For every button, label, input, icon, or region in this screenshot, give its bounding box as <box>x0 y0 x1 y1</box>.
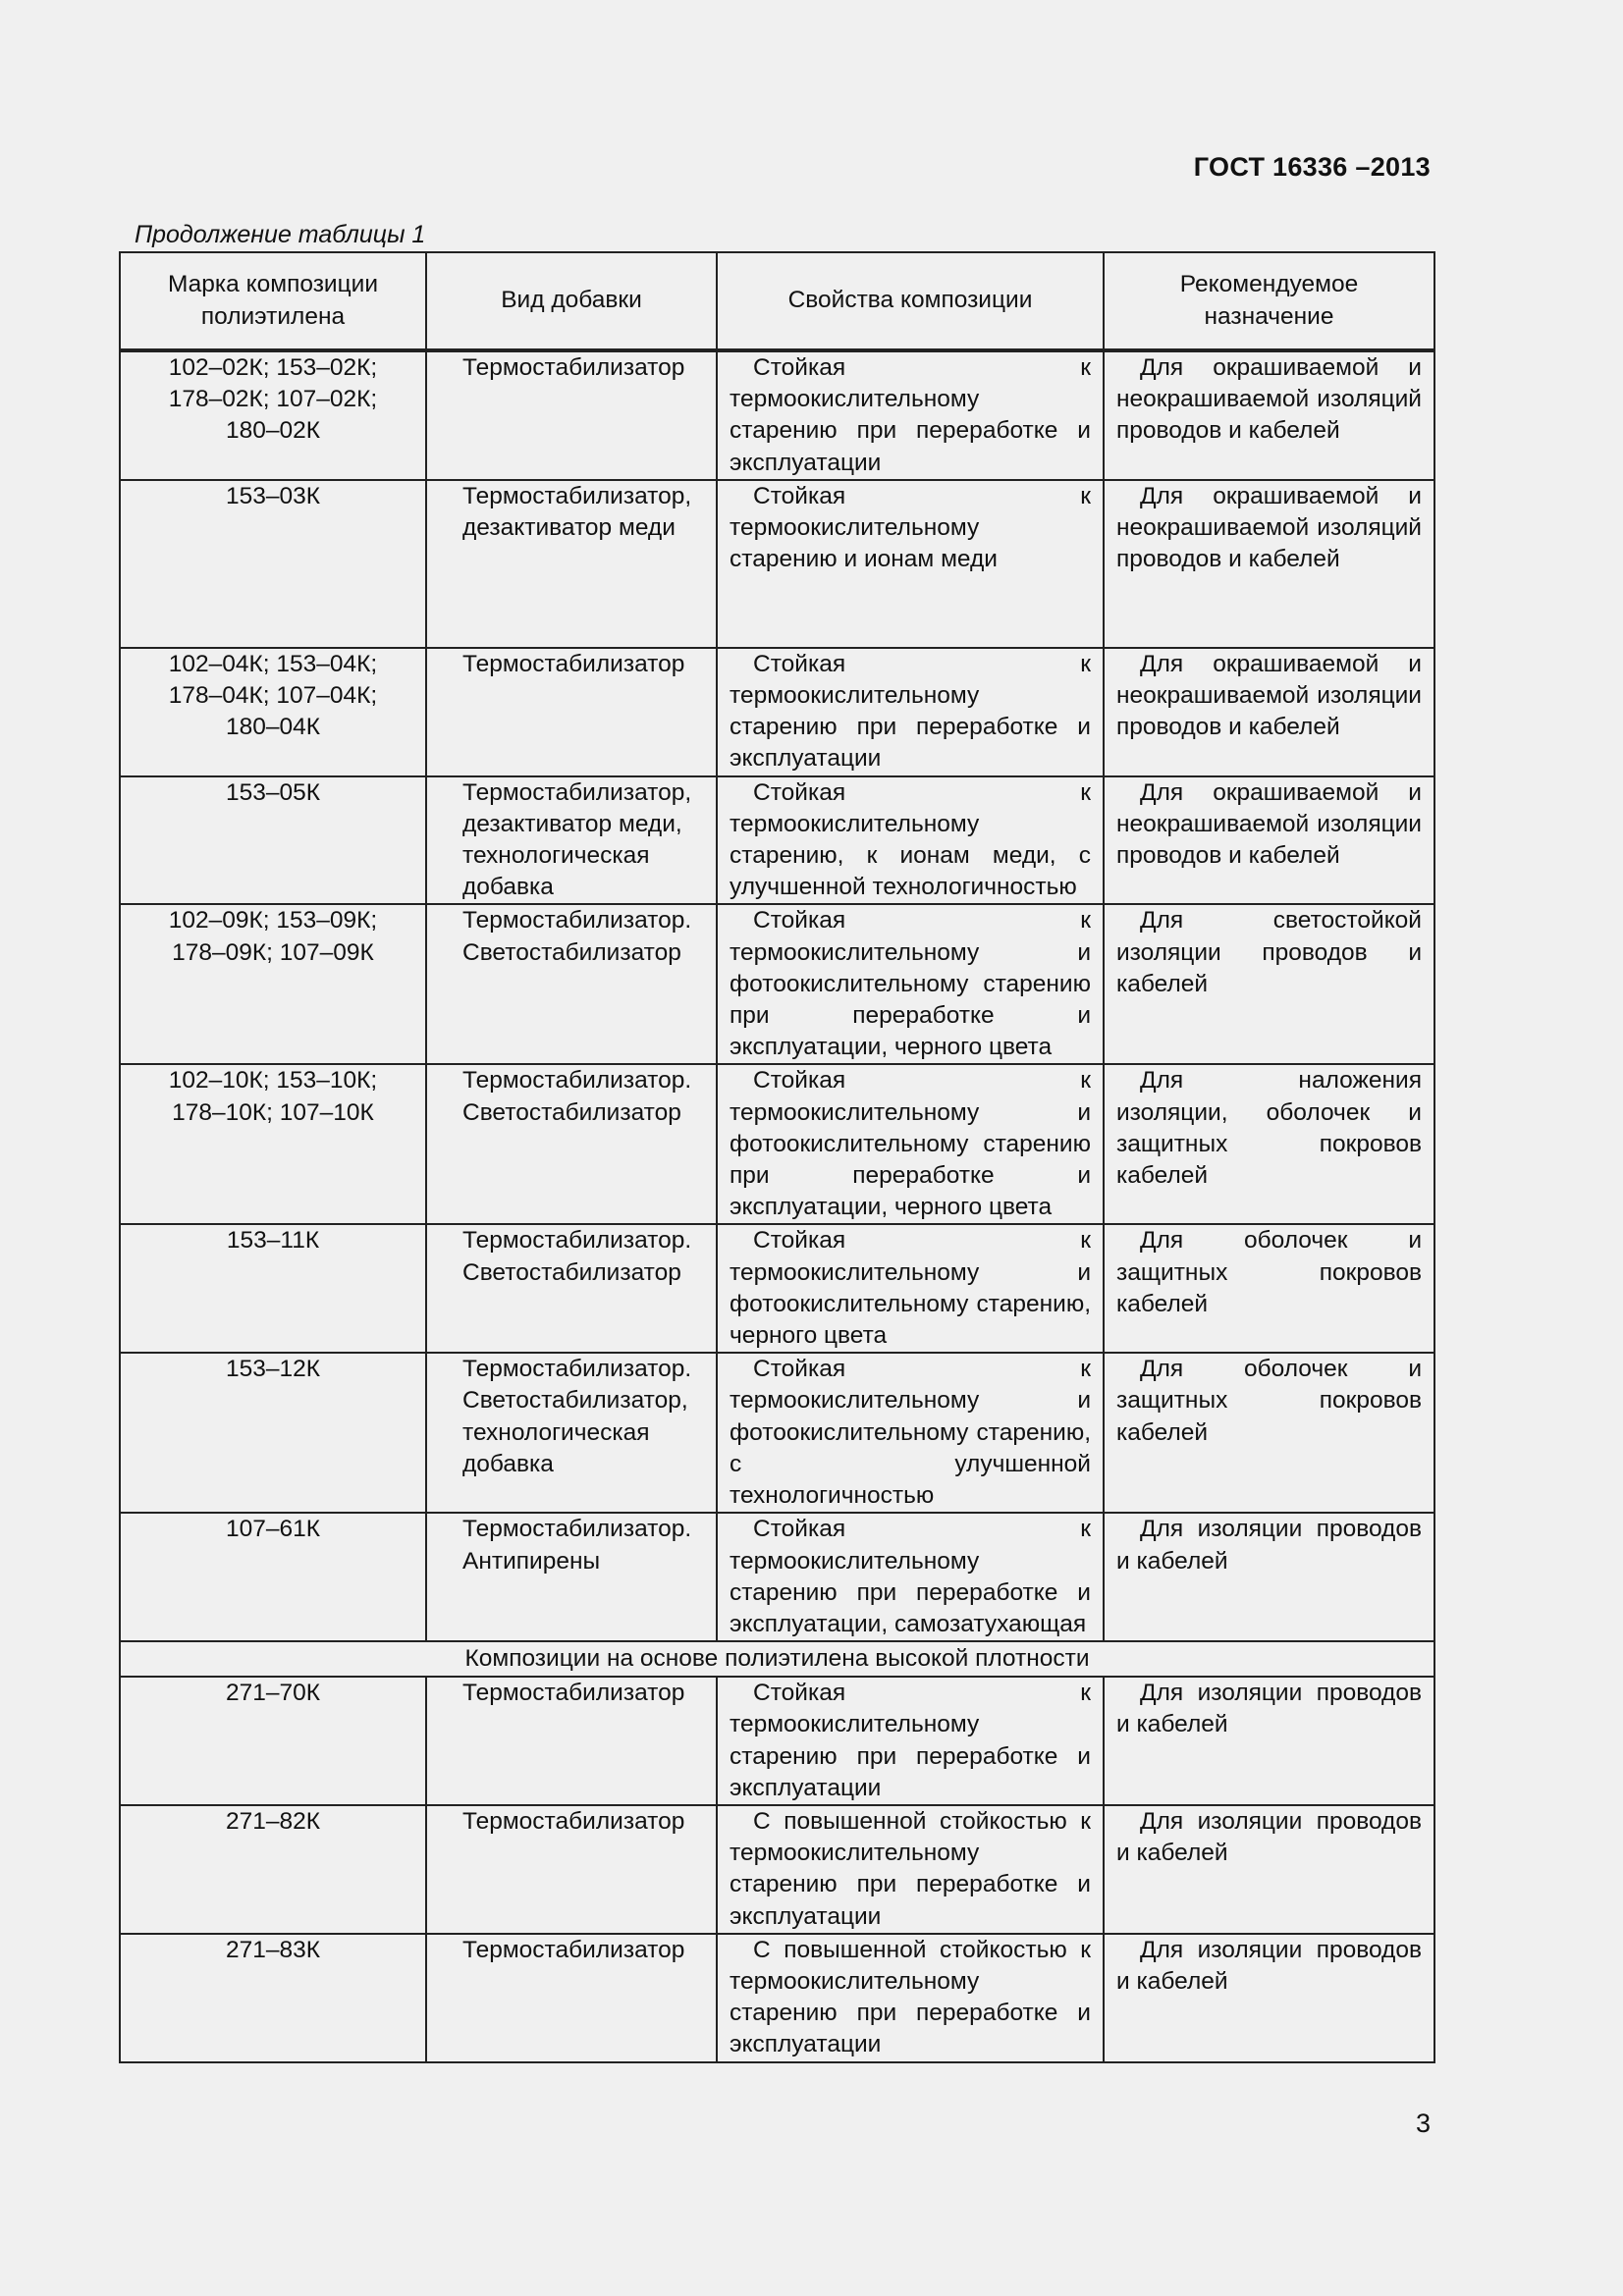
cell-additive <box>426 1513 717 1641</box>
properties-text: Стойкая к термоокислительному и фотоокислительному старению, черного цвета <box>730 1227 1091 1350</box>
table-row <box>120 1934 1434 2062</box>
purpose-text: Для окрашиваемой и неокрашиваемой изоляций проводов и кабелей <box>1116 482 1422 573</box>
additive-line: Термостабилизатор. <box>462 1516 692 1543</box>
properties-text: Стойкая к термоокислительному и фотоокислительному старению при переработке и эксплуатации, черного цвета <box>730 1067 1091 1221</box>
additive-line: Светостабилизатор, технологическая добавка <box>462 1387 688 1477</box>
cell-properties <box>717 1353 1104 1513</box>
cell-grade: 153–03К <box>120 480 426 648</box>
cell-additive <box>426 1934 717 2062</box>
cell-purpose <box>1104 1224 1434 1353</box>
cell-grade: 271–83К <box>120 1934 426 2062</box>
table-row <box>120 1513 1434 1641</box>
cell-additive <box>426 1224 717 1353</box>
cell-grade: 102–09К; 153–09К; 178–09К; 107–09К <box>120 904 426 1064</box>
cell-additive <box>426 1677 717 1805</box>
purpose-text: Для наложения изоляции, оболочек и защитных покровов кабелей <box>1116 1067 1422 1190</box>
table-row <box>120 350 1434 480</box>
section-title: Композиции на основе полиэтилена высокой плотности <box>120 1641 1434 1677</box>
cell-purpose <box>1104 1934 1434 2062</box>
properties-text: С повышенной стойкостью к термоокислительному старению при переработке и эксплуатации <box>730 1936 1091 2058</box>
table-row <box>120 776 1434 905</box>
section-row <box>120 1641 1434 1677</box>
cell-additive <box>426 904 717 1064</box>
purpose-text: Для оболочек и защитных покровов кабелей <box>1116 1227 1422 1317</box>
cell-grade: 102–04К; 153–04К; 178–04К; 107–04К; 180–04К <box>120 648 426 776</box>
properties-text: Стойкая к термоокислительному старению при переработке и эксплуатации <box>730 650 1091 773</box>
additive-line: Термостабилизатор. <box>462 907 692 934</box>
table-row <box>120 904 1434 1064</box>
cell-properties <box>717 1224 1104 1353</box>
cell-properties <box>717 350 1104 480</box>
cell-additive <box>426 350 717 480</box>
additive-line: Термостабилизатор, дезактиватор меди, технологическая добавка <box>462 778 692 901</box>
cell-grade: 271–82К <box>120 1805 426 1934</box>
additive-line: Термостабилизатор, дезактиватор меди <box>462 482 692 542</box>
cell-additive <box>426 1064 717 1224</box>
properties-text: Стойкая к термоокислительному старению при переработке и эксплуатации, самозатухающая <box>730 1516 1091 1637</box>
properties-text: Стойкая к термоокислительному старению, к ионам меди, с улучшенной технологичностью <box>730 778 1091 901</box>
table-body-hdpe <box>120 1677 1434 2061</box>
table-caption: Продолжение таблицы 1 <box>135 221 426 248</box>
cell-properties <box>717 1934 1104 2062</box>
properties-text: Стойкая к термоокислительному старению и ионам меди <box>730 482 1091 573</box>
cell-grade: 153–11К <box>120 1224 426 1353</box>
composition-table <box>119 251 1435 2063</box>
cell-additive <box>426 1805 717 1934</box>
additive-line: Термостабилизатор <box>462 1680 685 1707</box>
cell-purpose <box>1104 1064 1434 1224</box>
purpose-text: Для изоляции проводов и кабелей <box>1116 1807 1422 1867</box>
properties-text: Стойкая к термоокислительному и фотоокислительному старению при переработке и эксплуатации, черного цвета <box>730 907 1091 1061</box>
cell-grade: 271–70К <box>120 1677 426 1805</box>
cell-purpose <box>1104 480 1434 648</box>
table-row <box>120 1805 1434 1934</box>
cell-grade: 102–10К; 153–10К; 178–10К; 107–10К <box>120 1064 426 1224</box>
additive-line: Светостабилизатор <box>462 1258 681 1286</box>
cell-additive <box>426 648 717 776</box>
cell-additive <box>426 776 717 905</box>
page-number: 3 <box>1415 2109 1431 2138</box>
column-header-properties: Свойства композиции <box>717 252 1104 350</box>
table-row <box>120 1677 1434 1805</box>
cell-properties <box>717 1805 1104 1934</box>
additive-line: Термостабилизатор <box>462 1936 685 1963</box>
column-header-additive: Вид добавки <box>426 252 717 350</box>
table-row <box>120 1353 1434 1513</box>
additive-line: Светостабилизатор <box>462 1098 681 1126</box>
cell-grade: 107–61К <box>120 1513 426 1641</box>
purpose-text: Для изоляции проводов и кабелей <box>1116 1680 1422 1738</box>
additive-line: Светостабилизатор <box>462 938 681 966</box>
document-id: ГОСТ 16336 –2013 <box>1193 152 1431 182</box>
properties-text: Стойкая к термоокислительному и фотоокислительному старению, с улучшенной технологичностью <box>730 1356 1091 1510</box>
purpose-text: Для окрашиваемой и неокрашиваемой изоляции проводов и кабелей <box>1116 778 1422 870</box>
cell-properties <box>717 1513 1104 1641</box>
cell-purpose <box>1104 904 1434 1064</box>
cell-purpose <box>1104 648 1434 776</box>
cell-properties <box>717 1064 1104 1224</box>
cell-purpose <box>1104 1353 1434 1513</box>
additive-line: Термостабилизатор <box>462 650 685 677</box>
cell-properties <box>717 480 1104 648</box>
cell-grade: 153–12К <box>120 1353 426 1513</box>
table-header-row <box>120 252 1434 350</box>
table-row <box>120 480 1434 648</box>
purpose-text: Для окрашиваемой и неокрашиваемой изоляции проводов и кабелей <box>1116 650 1422 741</box>
additive-line: Термостабилизатор. <box>462 1356 692 1383</box>
cell-grade: 153–05К <box>120 776 426 905</box>
purpose-text: Для светостойкой изоляции проводов и кабелей <box>1116 907 1422 997</box>
cell-additive <box>426 1353 717 1513</box>
cell-additive <box>426 480 717 648</box>
additive-line: Термостабилизатор. <box>462 1067 692 1095</box>
additive-line: Термостабилизатор <box>462 354 685 381</box>
cell-properties <box>717 1677 1104 1805</box>
cell-properties <box>717 776 1104 905</box>
cell-properties <box>717 648 1104 776</box>
additive-line: Антипирены <box>462 1547 601 1575</box>
cell-purpose <box>1104 1805 1434 1934</box>
table-body-ldpe <box>120 350 1434 1641</box>
additive-line: Термостабилизатор <box>462 1807 685 1835</box>
cell-purpose <box>1104 350 1434 480</box>
column-header-grade: Марка композиции полиэтилена <box>120 252 426 350</box>
purpose-text: Для оболочек и защитных покровов кабелей <box>1116 1356 1422 1446</box>
properties-text: Стойкая к термоокислительному старению при переработке и эксплуатации <box>730 1680 1091 1801</box>
column-header-purpose: Рекомендуемое назначение <box>1104 252 1434 350</box>
additive-line: Термостабилизатор. <box>462 1227 692 1255</box>
purpose-text: Для изоляции проводов и кабелей <box>1116 1516 1422 1575</box>
cell-properties <box>717 904 1104 1064</box>
table-row <box>120 1064 1434 1224</box>
properties-text: Стойкая к термоокислительному старению при переработке и эксплуатации <box>730 354 1091 476</box>
purpose-text: Для окрашиваемой и неокрашиваемой изоляций проводов и кабелей <box>1116 354 1422 445</box>
table-row <box>120 648 1434 776</box>
cell-purpose <box>1104 776 1434 905</box>
properties-text: С повышенной стойкостью к термоокислительному старению при переработке и эксплуатации <box>730 1807 1091 1930</box>
cell-purpose <box>1104 1677 1434 1805</box>
purpose-text: Для изоляции проводов и кабелей <box>1116 1936 1422 1995</box>
cell-purpose <box>1104 1513 1434 1641</box>
cell-grade: 102–02К; 153–02К; 178–02К; 107–02К; 180–02К <box>120 350 426 480</box>
table-row <box>120 1224 1434 1353</box>
